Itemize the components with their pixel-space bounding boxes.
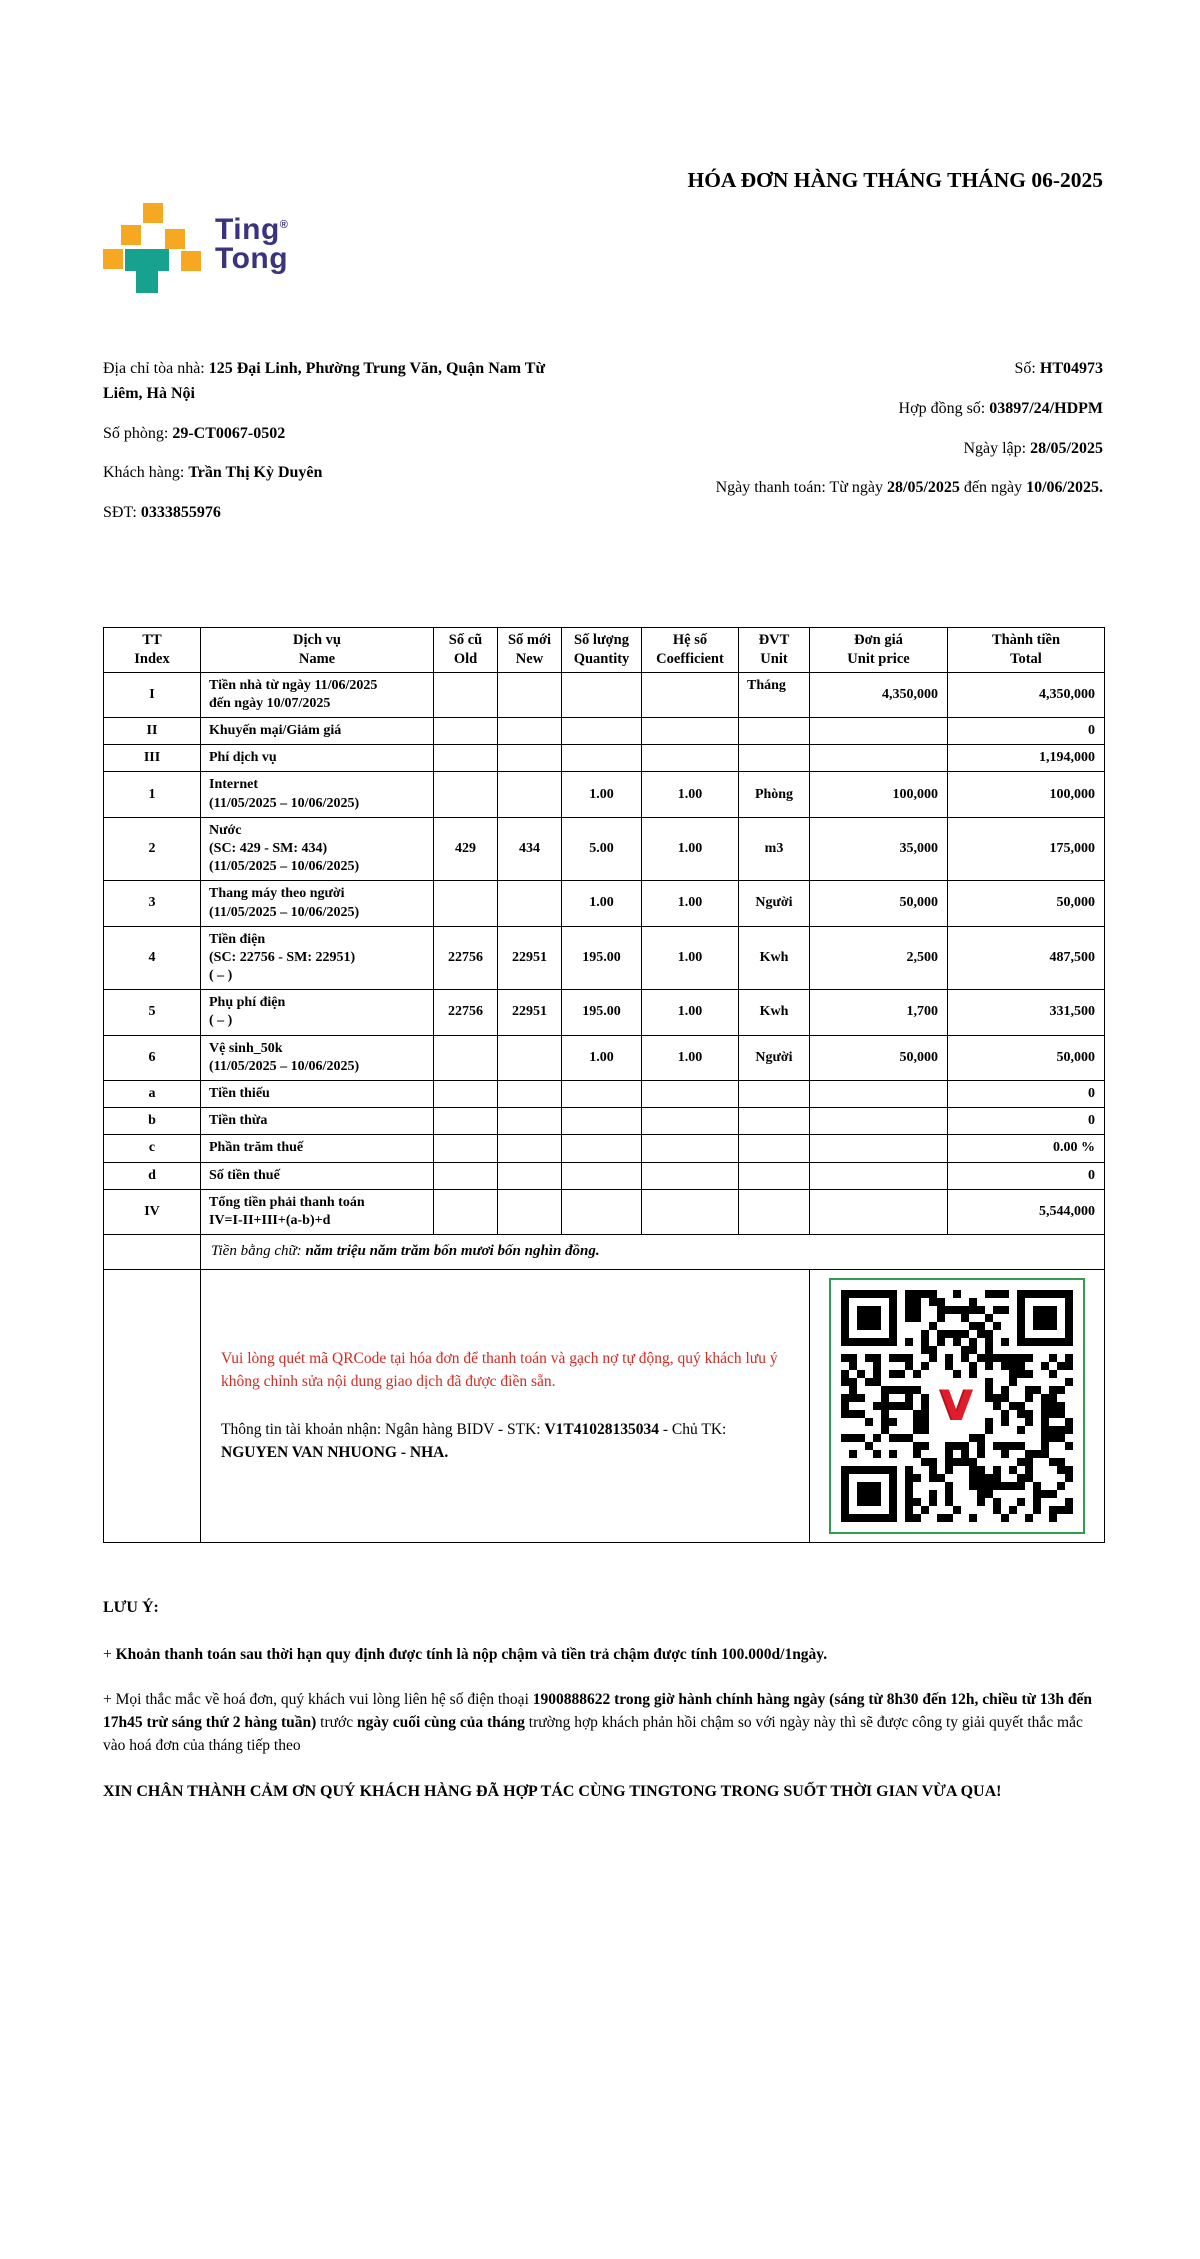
total: 50,000 bbox=[948, 881, 1105, 926]
amount-in-words: Tiền bằng chữ: năm triệu năm trăm bốn mươi bốn nghìn đồng. bbox=[201, 1235, 1105, 1270]
old-reading bbox=[434, 881, 498, 926]
unit: Kwh bbox=[739, 990, 810, 1035]
column-header: Dịch vụ Name bbox=[201, 627, 434, 672]
service-name: Số tiền thuế bbox=[201, 1162, 434, 1189]
quantity: 1.00 bbox=[562, 772, 642, 817]
table-row bbox=[104, 926, 1105, 990]
logo-pixel bbox=[165, 229, 185, 249]
tingtong-logo-icon bbox=[103, 193, 203, 293]
qr-scan-note: Vui lòng quét mã QRCode tại hóa đơn để thanh toán và gạch nợ tự động, quý khách lưu ý không chỉnh sửa nội dung giao dịch đã được điền sẵn. bbox=[221, 1350, 778, 1391]
new-reading bbox=[498, 772, 562, 817]
row-index: III bbox=[104, 745, 201, 772]
invoice-table-footer bbox=[104, 1235, 1105, 1543]
table-row bbox=[104, 718, 1105, 745]
service-name: Thang máy theo người (11/05/2025 – 10/06/2025) bbox=[201, 881, 434, 926]
old-reading bbox=[434, 1108, 498, 1135]
column-header: Hệ số Coefficient bbox=[642, 627, 739, 672]
header-row bbox=[104, 627, 1105, 672]
new-reading bbox=[498, 718, 562, 745]
unit-price bbox=[810, 1162, 948, 1189]
new-reading bbox=[498, 1189, 562, 1234]
service-name: Tiền nhà từ ngày 11/06/2025 đến ngày 10/07/2025 bbox=[201, 672, 434, 717]
service-name: Tiền điện (SC: 22756 - SM: 22951) ( – ) bbox=[201, 926, 434, 990]
coefficient: 1.00 bbox=[642, 926, 739, 990]
quantity: 1.00 bbox=[562, 1035, 642, 1080]
coefficient: 1.00 bbox=[642, 817, 739, 881]
new-reading bbox=[498, 745, 562, 772]
invoice-table-head bbox=[104, 627, 1105, 672]
logo-pixel bbox=[125, 249, 169, 271]
total: 5,544,000 bbox=[948, 1189, 1105, 1234]
coefficient bbox=[642, 672, 739, 717]
info-right bbox=[623, 357, 1103, 541]
info-left bbox=[103, 357, 573, 541]
quantity: 1.00 bbox=[562, 881, 642, 926]
new-reading bbox=[498, 1108, 562, 1135]
registered-mark: ® bbox=[279, 219, 289, 231]
unit-price: 50,000 bbox=[810, 1035, 948, 1080]
logo-pixel bbox=[143, 203, 163, 223]
logo-pixel bbox=[181, 251, 201, 271]
unit-price: 50,000 bbox=[810, 881, 948, 926]
service-name: Tiền thiếu bbox=[201, 1081, 434, 1108]
unit: Phòng bbox=[739, 772, 810, 817]
total: 4,350,000 bbox=[948, 672, 1105, 717]
total: 175,000 bbox=[948, 817, 1105, 881]
column-header: Số lượng Quantity bbox=[562, 627, 642, 672]
unit-price bbox=[810, 718, 948, 745]
table-row bbox=[104, 745, 1105, 772]
new-reading bbox=[498, 1081, 562, 1108]
tingtong-logo bbox=[103, 193, 288, 293]
old-reading bbox=[434, 1081, 498, 1108]
row-index: 2 bbox=[104, 817, 201, 881]
notes-heading: LƯU Ý: bbox=[103, 1598, 159, 1616]
building-address: Địa chỉ tòa nhà: 125 Đại Linh, Phường Trung Văn, Quận Nam Từ Liêm, Hà Nội bbox=[103, 360, 546, 402]
logo-line2: Tong bbox=[215, 242, 289, 276]
invoice-header bbox=[103, 0, 1103, 293]
row-index: I bbox=[104, 672, 201, 717]
unit: Tháng bbox=[739, 672, 810, 717]
unit: Người bbox=[739, 881, 810, 926]
service-name: Tổng tiền phải thanh toán IV=I-II+III+(a-b)+d bbox=[201, 1189, 434, 1234]
unit-price: 2,500 bbox=[810, 926, 948, 990]
old-reading: 22756 bbox=[434, 926, 498, 990]
unit-price: 4,350,000 bbox=[810, 672, 948, 717]
customer-phone: SĐT: 0333855976 bbox=[103, 504, 221, 522]
service-name: Nước (SC: 429 - SM: 434) (11/05/2025 – 10/06/2025) bbox=[201, 817, 434, 881]
payment-period: Ngày thanh toán: Từ ngày 28/05/2025 đến ngày 10/06/2025. bbox=[715, 479, 1103, 497]
row-index: 4 bbox=[104, 926, 201, 990]
unit-price: 35,000 bbox=[810, 817, 948, 881]
column-header: ĐVT Unit bbox=[739, 627, 810, 672]
empty-cell bbox=[104, 1269, 201, 1542]
old-reading bbox=[434, 672, 498, 717]
unit: Người bbox=[739, 1035, 810, 1080]
total: 487,500 bbox=[948, 926, 1105, 990]
unit: Kwh bbox=[739, 926, 810, 990]
quantity: 195.00 bbox=[562, 990, 642, 1035]
invoice-title: HÓA ĐƠN HÀNG THÁNG THÁNG 06-2025 bbox=[687, 168, 1103, 192]
row-index: II bbox=[104, 718, 201, 745]
table-row bbox=[104, 1035, 1105, 1080]
coefficient bbox=[642, 1189, 739, 1234]
old-reading: 22756 bbox=[434, 990, 498, 1035]
row-index: d bbox=[104, 1162, 201, 1189]
old-reading bbox=[434, 745, 498, 772]
unit-price: 1,700 bbox=[810, 990, 948, 1035]
coefficient: 1.00 bbox=[642, 772, 739, 817]
old-reading: 429 bbox=[434, 817, 498, 881]
row-index: c bbox=[104, 1135, 201, 1162]
amount-in-words-row bbox=[104, 1235, 1105, 1270]
row-index: 3 bbox=[104, 881, 201, 926]
service-name: Internet (11/05/2025 – 10/06/2025) bbox=[201, 772, 434, 817]
total: 50,000 bbox=[948, 1035, 1105, 1080]
row-index: 1 bbox=[104, 772, 201, 817]
vietqr-v-icon: V bbox=[930, 1379, 984, 1433]
unit bbox=[739, 1135, 810, 1162]
unit bbox=[739, 745, 810, 772]
contract-number: Hợp đồng số: 03897/24/HDPM bbox=[898, 399, 1103, 417]
logo-line1: Ting bbox=[215, 213, 280, 246]
row-index: a bbox=[104, 1081, 201, 1108]
room-number: Số phòng: 29-CT0067-0502 bbox=[103, 424, 286, 442]
table-row bbox=[104, 672, 1105, 717]
column-header: Thành tiền Total bbox=[948, 627, 1105, 672]
quantity bbox=[562, 718, 642, 745]
coefficient: 1.00 bbox=[642, 881, 739, 926]
table-row bbox=[104, 1189, 1105, 1234]
total: 0 bbox=[948, 1108, 1105, 1135]
payment-instructions bbox=[201, 1269, 810, 1542]
coefficient: 1.00 bbox=[642, 1035, 739, 1080]
unit bbox=[739, 718, 810, 745]
issue-date: Ngày lập: 28/05/2025 bbox=[963, 439, 1103, 457]
total: 331,500 bbox=[948, 990, 1105, 1035]
new-reading bbox=[498, 1162, 562, 1189]
qr-code bbox=[829, 1278, 1085, 1534]
table-row bbox=[104, 881, 1105, 926]
late-payment-note: + Khoản thanh toán sau thời hạn quy định được tính là nộp chậm và tiền trả chậm được tính 100.000d/1ngày. bbox=[103, 1645, 828, 1663]
service-name: Phụ phí điện ( – ) bbox=[201, 990, 434, 1035]
quantity bbox=[562, 1189, 642, 1234]
logo-pixel bbox=[103, 249, 123, 269]
logo-pixel bbox=[121, 225, 141, 245]
column-header: Số cũ Old bbox=[434, 627, 498, 672]
unit-price bbox=[810, 745, 948, 772]
coefficient bbox=[642, 1108, 739, 1135]
row-index: 5 bbox=[104, 990, 201, 1035]
table-row bbox=[104, 1162, 1105, 1189]
table-row bbox=[104, 772, 1105, 817]
column-header: TT Index bbox=[104, 627, 201, 672]
service-name: Phần trăm thuế bbox=[201, 1135, 434, 1162]
thank-you-message: XIN CHÂN THÀNH CẢM ƠN QUÝ KHÁCH HÀNG ĐÃ HỢP TÁC CÙNG TINGTONG TRONG SUỐT THỜI GIAN VỪA QUA! bbox=[103, 1782, 1002, 1800]
unit: m3 bbox=[739, 817, 810, 881]
service-name: Khuyến mại/Giảm giá bbox=[201, 718, 434, 745]
coefficient bbox=[642, 745, 739, 772]
old-reading bbox=[434, 718, 498, 745]
unit bbox=[739, 1162, 810, 1189]
customer-name: Khách hàng: Trần Thị Kỳ Duyên bbox=[103, 464, 323, 482]
quantity bbox=[562, 745, 642, 772]
invoice-table bbox=[103, 627, 1105, 1543]
column-header: Số mới New bbox=[498, 627, 562, 672]
row-index: b bbox=[104, 1108, 201, 1135]
invoice-number: Số: HT04973 bbox=[1014, 360, 1103, 377]
table-row bbox=[104, 817, 1105, 881]
service-name: Tiền thừa bbox=[201, 1108, 434, 1135]
old-reading bbox=[434, 772, 498, 817]
unit-price bbox=[810, 1081, 948, 1108]
coefficient bbox=[642, 718, 739, 745]
qr-payment-row bbox=[104, 1269, 1105, 1542]
unit-price bbox=[810, 1189, 948, 1234]
new-reading bbox=[498, 1035, 562, 1080]
table-row bbox=[104, 1135, 1105, 1162]
table-row bbox=[104, 1081, 1105, 1108]
bank-account-info: Thông tin tài khoản nhận: Ngân hàng BIDV - STK: V1T41028135034 - Chủ TK: NGUYEN VAN NHUONG - NHA. bbox=[221, 1420, 727, 1461]
total: 0 bbox=[948, 1162, 1105, 1189]
new-reading bbox=[498, 881, 562, 926]
quantity bbox=[562, 672, 642, 717]
table-row bbox=[104, 990, 1105, 1035]
old-reading bbox=[434, 1035, 498, 1080]
total: 0 bbox=[948, 1081, 1105, 1108]
unit-price bbox=[810, 1108, 948, 1135]
quantity bbox=[562, 1162, 642, 1189]
total: 1,194,000 bbox=[948, 745, 1105, 772]
row-index: 6 bbox=[104, 1035, 201, 1080]
tingtong-logo-text bbox=[215, 215, 288, 274]
new-reading bbox=[498, 672, 562, 717]
old-reading bbox=[434, 1135, 498, 1162]
new-reading: 22951 bbox=[498, 926, 562, 990]
row-index: IV bbox=[104, 1189, 201, 1234]
quantity bbox=[562, 1135, 642, 1162]
total: 0 bbox=[948, 718, 1105, 745]
hotline-note: + Mọi thắc mắc về hoá đơn, quý khách vui lòng liên hệ số điện thoại 1900888622 trong giờ hành chính hàng ngày (sáng từ 8h30 đến 12h, chiều từ 13h đến 17h45 trừ sáng thứ 2 hàng tuần) trước ngày cuối cùng của tháng trường hợp khách phản hồi chậm so với ngày này thì sẽ được công ty giải quyết thắc mắc vào hoá đơn của tháng tiếp theo bbox=[103, 1690, 1092, 1755]
invoice-table-body bbox=[104, 672, 1105, 1235]
old-reading bbox=[434, 1189, 498, 1234]
quantity: 5.00 bbox=[562, 817, 642, 881]
quantity bbox=[562, 1081, 642, 1108]
invoice-info bbox=[103, 357, 1103, 541]
unit-price: 100,000 bbox=[810, 772, 948, 817]
unit bbox=[739, 1189, 810, 1234]
total: 100,000 bbox=[948, 772, 1105, 817]
new-reading: 434 bbox=[498, 817, 562, 881]
qr-cell bbox=[810, 1269, 1105, 1542]
coefficient bbox=[642, 1081, 739, 1108]
logo-pixel bbox=[136, 271, 158, 293]
service-name: Vệ sinh_50k (11/05/2025 – 10/06/2025) bbox=[201, 1035, 434, 1080]
new-reading: 22951 bbox=[498, 990, 562, 1035]
service-name: Phí dịch vụ bbox=[201, 745, 434, 772]
column-header: Đơn giá Unit price bbox=[810, 627, 948, 672]
total: 0.00 % bbox=[948, 1135, 1105, 1162]
unit bbox=[739, 1081, 810, 1108]
table-row bbox=[104, 1108, 1105, 1135]
unit bbox=[739, 1108, 810, 1135]
quantity bbox=[562, 1108, 642, 1135]
coefficient bbox=[642, 1135, 739, 1162]
old-reading bbox=[434, 1162, 498, 1189]
empty-cell bbox=[104, 1235, 201, 1270]
invoice-notes bbox=[103, 1599, 1108, 1804]
unit-price bbox=[810, 1135, 948, 1162]
coefficient: 1.00 bbox=[642, 990, 739, 1035]
quantity: 195.00 bbox=[562, 926, 642, 990]
new-reading bbox=[498, 1135, 562, 1162]
coefficient bbox=[642, 1162, 739, 1189]
